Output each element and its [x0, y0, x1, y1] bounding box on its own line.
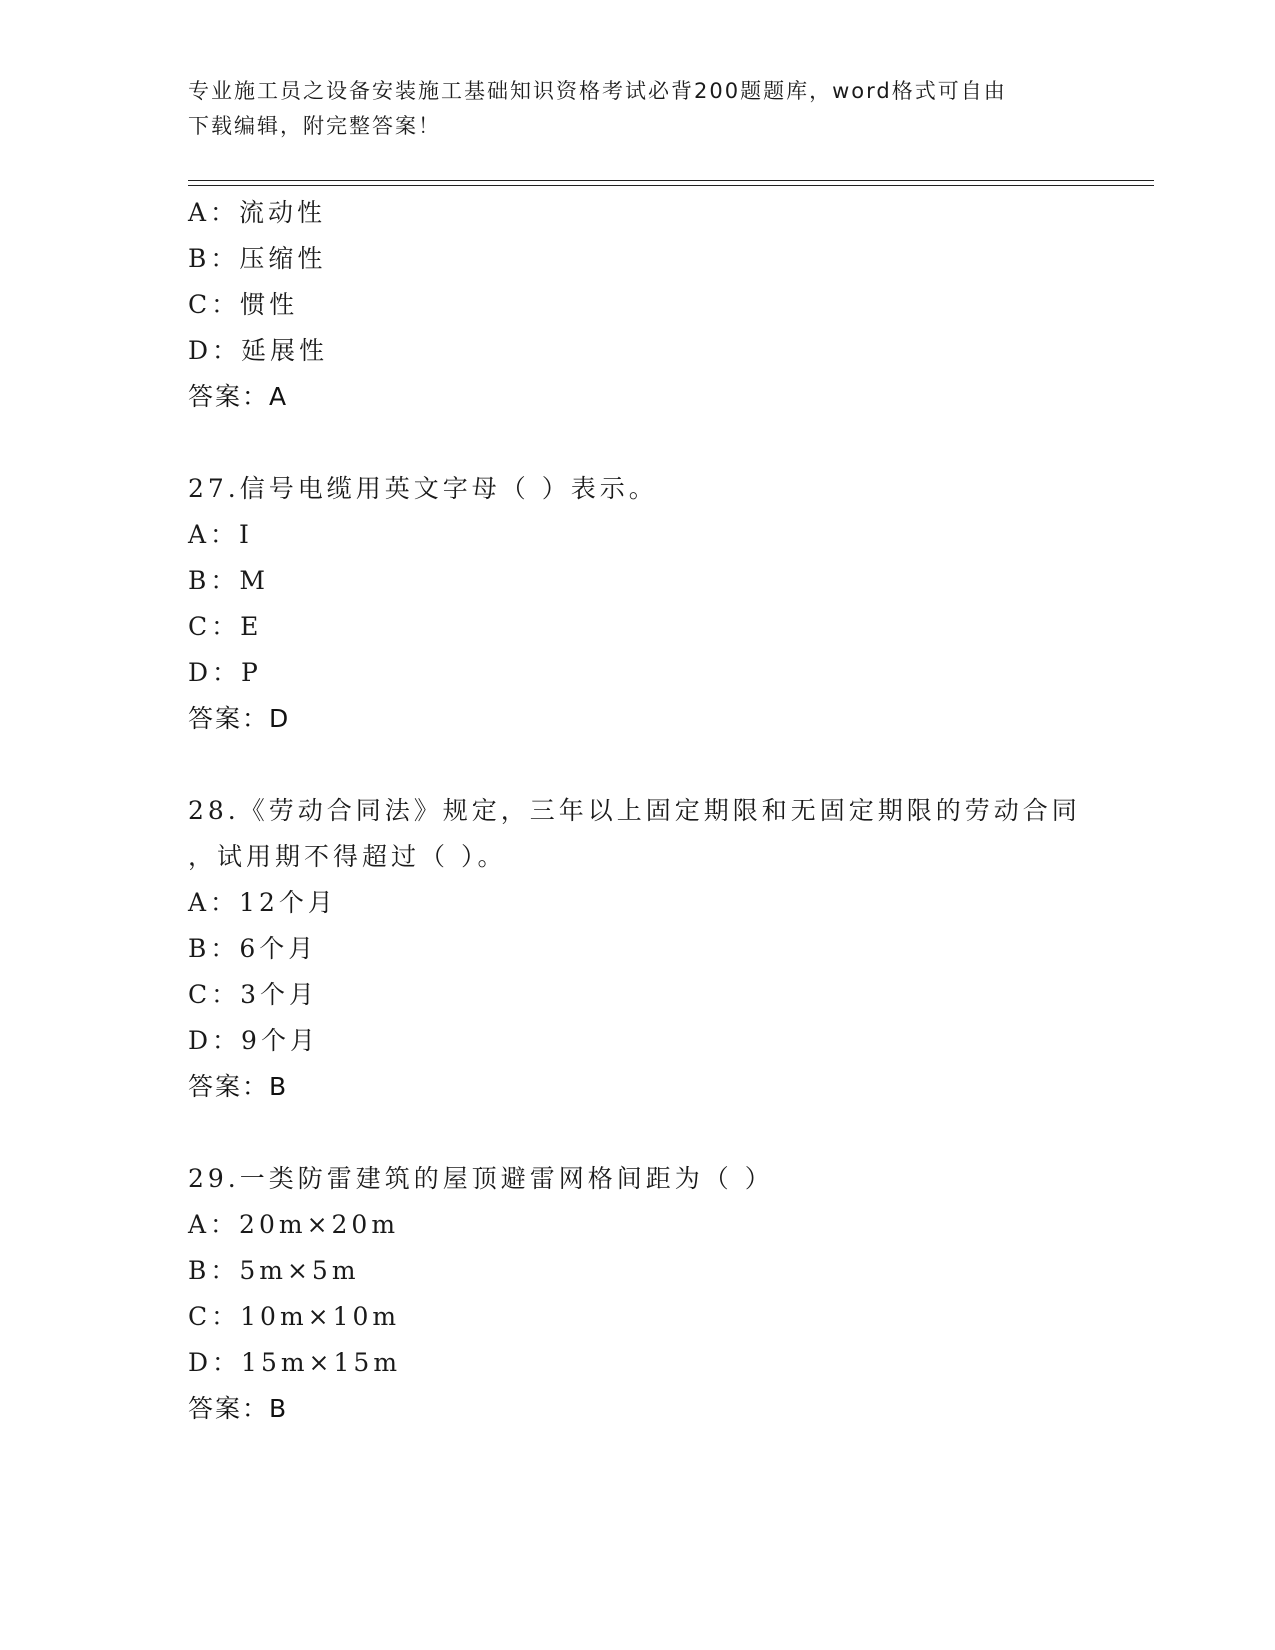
question-text-line-1: 28.《劳动合同法》规定，三年以上固定期限和无固定期限的劳动合同 [188, 796, 1081, 825]
option-d: D：9个月 [188, 1026, 319, 1055]
question-29 [188, 1156, 1088, 1432]
answer-line: 答案：D [188, 704, 291, 733]
spacer [188, 742, 1088, 788]
option-a: A：I [188, 520, 253, 549]
header-divider-top [188, 180, 1154, 181]
option-c: C：惯性 [188, 290, 299, 319]
option-c: C：3个月 [188, 980, 319, 1009]
header-title-line-2: 下载编辑，附完整答案！ [188, 114, 441, 138]
question-text: 27.信号电缆用英文字母（ ）表示。 [188, 474, 658, 503]
question-26 [188, 190, 1088, 420]
option-b: B：6个月 [188, 934, 318, 963]
option-d: D：P [188, 658, 262, 687]
option-a: A：12个月 [188, 888, 337, 917]
answer-line: 答案：A [188, 382, 289, 411]
question-list [188, 190, 1088, 1432]
question-text: 29.一类防雷建筑的屋顶避雷网格间距为（ ） [188, 1164, 774, 1193]
spacer [188, 420, 1088, 466]
document-header [188, 74, 1088, 144]
option-d: D：15m×15m [188, 1348, 402, 1377]
option-a: A：流动性 [188, 198, 327, 227]
header-divider-bottom [188, 185, 1154, 186]
option-c: C：10m×10m [188, 1302, 401, 1331]
answer-line: 答案：B [188, 1072, 289, 1101]
answer-line: 答案：B [188, 1394, 289, 1423]
question-text-line-2: ，试用期不得超过（ ）。 [188, 842, 507, 871]
option-b: B：5m×5m [188, 1256, 360, 1285]
option-d: D：延展性 [188, 336, 329, 365]
question-27 [188, 466, 1088, 742]
option-a: A：20m×20m [188, 1210, 400, 1239]
spacer [188, 1110, 1088, 1156]
option-c: C：E [188, 612, 263, 641]
header-title-line-1: 专业施工员之设备安装施工基础知识资格考试必背200题题库，word格式可自由 [188, 79, 1007, 103]
option-b: B：压缩性 [188, 244, 327, 273]
question-28 [188, 788, 1088, 1110]
option-b: B：M [188, 566, 269, 595]
